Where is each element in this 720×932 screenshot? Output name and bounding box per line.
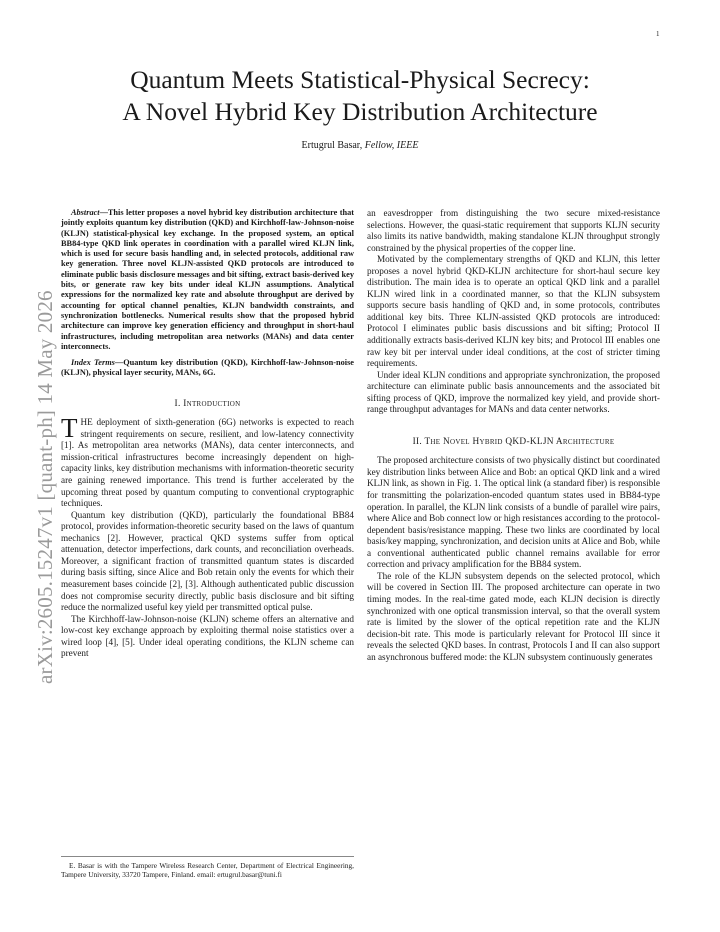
- intro-paragraph-5: Under ideal KLJN conditions and appropriate synchronization, the proposed architecture can eliminate public basis announcements and the associated bit sifting process of QKD, improve the normalized key yield, and provide short-range throughput advantages for MANs and data center networks.: [367, 369, 660, 415]
- architecture-paragraph-1: The proposed architecture consists of two physically distinct but coordinated key distribution links between Alice and Bob: an optical QKD link and a wired KLJN link, as shown in Fig. 1. The optical link (a standard fiber) is responsible for transmitting the polarization-encoded quantum states used in BB84-type operation. In parallel, the KLJN link consists of a bundle of parallel wire pairs, where Alice and Bob connect low or high resistances according to the protocol-dependent basis/resistance mapping. These two links are coordinated by local basis/key mapping, synchronization, and decision units at Alice and Bob, while a conventional authenticated public channel remains available for error correction and privacy amplification for the BB84 system.: [367, 455, 660, 570]
- architecture-paragraph-2: The role of the KLJN subsystem depends on the selected protocol, which will be covered in Section III. The proposed architecture can operate in two timing modes. In the real-time gated mode, each KLJN decision is directly synchronized with one optical transmission interval, so that the overall system rate is limited by the slower of the optical repetition rate and the KLJN decision-bit rate. This mode is particularly relevant for Protocol III since it reveals the selected QKD bases. In contrast, Protocols I and II can also support an asynchronous buffered mode: the KLJN subsystem continuously generates: [367, 570, 660, 662]
- author-affiliation: Fellow, IEEE: [364, 140, 419, 151]
- intro-paragraph-4: Motivated by the complementary strengths of QKD and KLJN, this letter proposes a novel hybrid QKD-KLJN architecture for short-haul secure key distribution. The main idea is to operate an optical QKD link and a parallel KLJN wired link in a coordinated manner, so that the KLJN subsystem supports secure basis handling of QKD and, in some protocols, contributes additional key bits. Three KLJN-assisted QKD protocols are introduced: Protocol I eliminates public basis discussions and bit sifting; Protocol II additionally extracts basis-derived KLJN key bits; and Protocol III enables one raw key bit per interval under ideal conditions, at the cost of stricter timing requirements.: [367, 254, 660, 369]
- index-terms-lead: Index Terms: [71, 358, 115, 368]
- abstract: [61, 208, 354, 352]
- intro-paragraph-3-continued: an eavesdropper from distinguishing the two secure mixed-resistance selections. However, the quasi-static requirement that supports KLJN security also limits its native bandwidth, making standalone KLJN throughput strongly constrained by the physical properties of the copper line.: [367, 208, 660, 253]
- intro-paragraph-3: The Kirchhoff-law-Johnson-noise (KLJN) scheme offers an alternative and low-cost key exchange approach by exploiting thermal noise statistics over a wired loop [4], [5]. Under ideal operating conditions, the KLJN scheme can prevent: [61, 613, 354, 659]
- abstract-text: —This letter proposes a novel hybrid key distribution architecture that jointly exploits quantum key distribution (QKD) and Kirchhoff-law-Johnson-noise (KLJN) statistical-physical key exchange. In the proposed system, an optical BB84-type QKD link operates in coordination with a parallel wired KLJN link, which is used for secure basis handling and, in selected protocols, additional raw key generation. Three novel KLJN-assisted QKD protocols are introduced to eliminate public basis disclosure messages and bit sifting, extract basis-derived key bits, or generate raw key bits under ideal KLJN assumptions. Analytical expressions for the normalized key rate and absolute throughput are derived by accounting for optical channel penalties, KLJN bandwidth constraints, and synchronization bottlenecks. Numerical results show that the proposed hybrid architecture can improve key generation efficiency and throughput in short-haul infrastructures, including metropolitan area networks (MANs) and data center interconnects.: [61, 208, 354, 351]
- abstract-lead: Abstract: [71, 208, 100, 217]
- arxiv-identifier-stamp: arXiv:2605.15247v1 [quant-ph] 14 May 2026: [33, 290, 57, 684]
- intro-paragraph-2: Quantum key distribution (QKD), particularly the foundational BB84 protocol, provides information-theoretic security based on the laws of quantum mechanics [2]. However, practical QKD systems suffer from optical attenuation, detector imperfections, dark counts, and reconciliation overheads. Moreover, a significant fraction of transmitted quantum states is discarded during basis sifting, since Alice and Bob retain only the events for which their measurement bases coincide [2], [3]. Although authenticated public discussion does not compromise security directly, public basis disclosure and bit sifting reduce the normalized useful key yield per transmitted optical pulse.: [61, 509, 354, 613]
- drop-cap: T: [61, 413, 78, 444]
- intro-paragraph-1: [61, 413, 354, 509]
- author-footnote-text: E. Basar is with the Tampere Wireless Research Center, Department of Electrical Engineering, Tampere University, 33720 Tampere, Finland. email: ertugrul.basar@tuni.fi: [61, 861, 354, 879]
- author-line: [60, 140, 660, 151]
- paper-title-line-2: A Novel Hybrid Key Distribution Architecture: [122, 97, 598, 126]
- section-heading-introduction: I. Introduction: [174, 398, 241, 409]
- index-terms: [61, 358, 354, 379]
- index-terms-text: —Quantum key distribution (QKD), Kirchhoff-law-Johnson-noise (KLJN), physical layer security, MANs, 6G.: [61, 358, 354, 378]
- section-heading-architecture: II. The Novel Hybrid QKD-KLJN Architecture: [412, 436, 615, 447]
- left-column: [61, 208, 354, 660]
- paper-title-line-1: Quantum Meets Statistical-Physical Secrecy:: [130, 65, 590, 94]
- intro-paragraph-1-text: HE deployment of sixth-generation (6G) networks is expected to reach stringent requirements on secure, resilient, and low-latency connectivity [1]. As metropolitan area networks (MANs), data center interconnects, and mission-critical infrastructures become increasingly dependent on high-capacity links, key distribution mechanisms with information-theoretic security are gaining renewed importance. This trend is further accelerated by the upcoming threat posed by quantum computing to conventional cryptographic techniques.: [61, 417, 354, 509]
- author-name: Ertugrul Basar,: [301, 140, 365, 151]
- title-block: [60, 64, 660, 151]
- author-footnote: [61, 856, 354, 879]
- page-number: 1: [656, 30, 660, 38]
- right-column: [367, 208, 660, 663]
